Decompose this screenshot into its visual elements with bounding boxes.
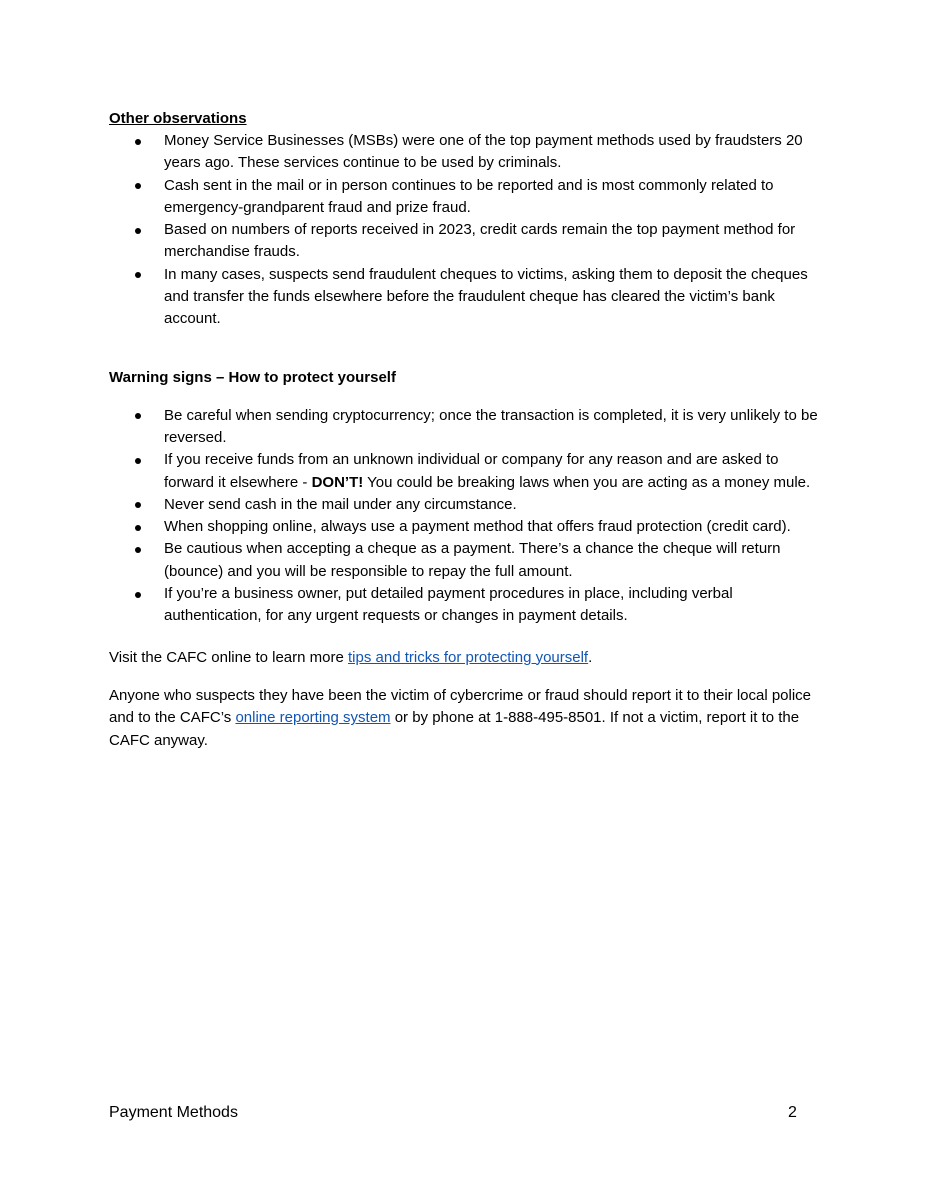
bullet-icon: [135, 592, 141, 598]
bullet-icon: [135, 502, 141, 508]
list-item: Money Service Businesses (MSBs) were one of the top payment methods used by fraudsters 20 years ago. These services continue to be used by criminals.: [109, 130, 821, 175]
list-item: Be careful when sending cryptocurrency; once the transaction is completed, it is very unlikely to be reversed.: [109, 405, 821, 450]
list-item: When shopping online, always use a payment method that offers fraud protection (credit card).: [109, 516, 821, 538]
page-content: [109, 108, 821, 752]
bullet-icon: [135, 272, 141, 278]
visit-cafc-paragraph: Visit the CAFC online to learn more tips and tricks for protecting yourself.: [109, 648, 593, 666]
list-item: Never send cash in the mail under any circumstance.: [109, 494, 821, 516]
bullet-icon: [135, 139, 141, 145]
bullet-icon: [135, 183, 141, 189]
page-number: 2: [788, 1104, 797, 1121]
bullet-icon: [135, 547, 141, 553]
dont-emphasis: DON’T!: [311, 473, 364, 491]
bullet-icon: [135, 525, 141, 531]
bullet-icon: [135, 458, 141, 464]
warning-signs-heading: Warning signs – How to protect yourself: [109, 368, 396, 386]
warning-signs-list: [109, 405, 821, 628]
online-reporting-system-link[interactable]: online reporting system: [235, 709, 391, 727]
observations-list: [109, 130, 821, 331]
list-item: Based on numbers of reports received in 2023, credit cards remain the top payment method for merchandise frauds.: [109, 219, 821, 264]
other-observations-heading: Other observations: [109, 110, 247, 127]
list-item: Cash sent in the mail or in person continues to be reported and is most commonly related to emergency-grandparent fraud and prize fraud.: [109, 175, 821, 220]
list-item: If you receive funds from an unknown individual or company for any reason and are asked to forward it elsewhere - DON’T! You could be breaking laws when you are acting as a money mule.: [109, 449, 821, 494]
tips-and-tricks-link[interactable]: tips and tricks for protecting yourself: [348, 648, 589, 666]
list-item: In many cases, suspects send fraudulent cheques to victims, asking them to deposit the cheques and transfer the funds elsewhere before the fraudulent cheque has cleared the victim’s bank account.: [109, 264, 821, 331]
report-paragraph: Anyone who suspects they have been the victim of cybercrime or fraud should report it to their local police and to the CAFC’s online reporting system or by phone at 1-888-495-8501. If not a victim, report it to the CAFC anyway.: [109, 686, 812, 749]
list-item: If you’re a business owner, put detailed payment procedures in place, including verbal authentication, for any urgent requests or changes in payment details.: [109, 583, 821, 628]
bullet-icon: [135, 228, 141, 234]
bullet-icon: [135, 413, 141, 419]
footer-title: Payment Methods: [109, 1104, 238, 1121]
list-item: Be cautious when accepting a cheque as a payment. There’s a chance the cheque will return (bounce) and you will be responsible to repay the full amount.: [109, 538, 821, 583]
